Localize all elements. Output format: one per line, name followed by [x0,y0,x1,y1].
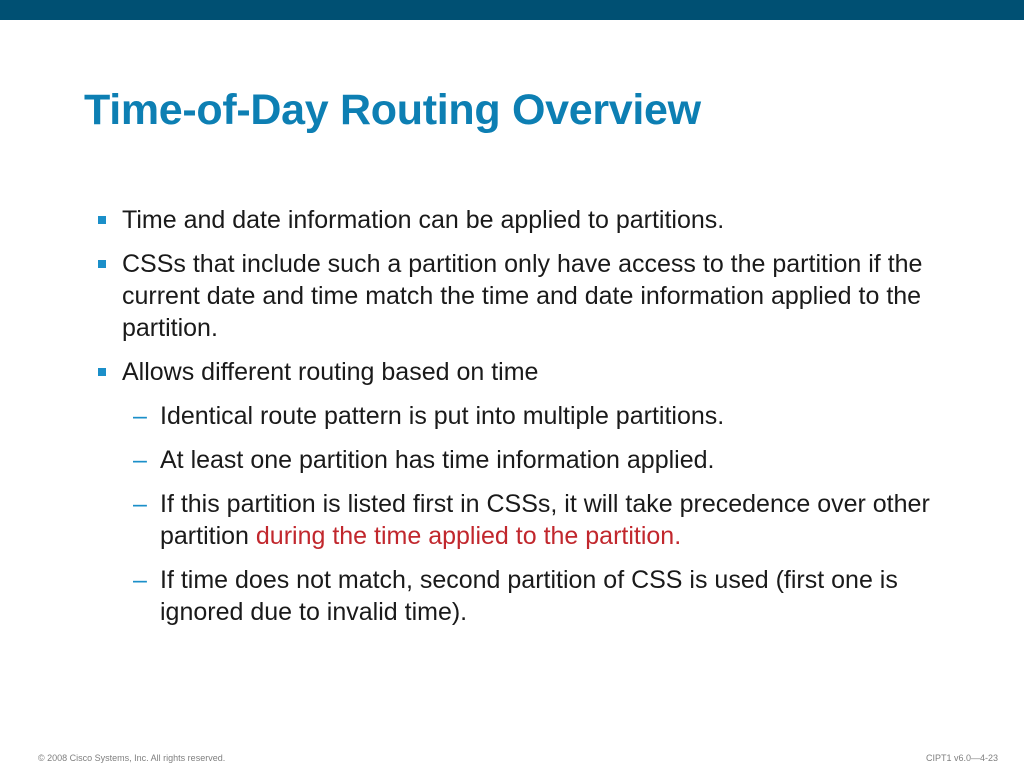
bullet-text: Allows different routing based on time [122,358,539,386]
sub-bullet-item [98,444,958,476]
bullet-text: Time and date information can be applied to partitions. [122,206,725,234]
bullet-item [98,248,958,344]
bullet-item [98,204,958,236]
top-banner [0,0,1024,20]
highlighted-text: during the time applied to the partition. [255,522,682,550]
sub-bullet-text: Identical route pattern is put into multiple partitions. [160,402,725,430]
course-id-footer: CIPT1 v6.0—4-23 [925,753,998,763]
square-bullet-icon [98,368,106,376]
sub-bullet-text: If this partition is listed first in CSSs, it will take precedence over other partition [160,490,930,550]
dash-bullet-icon: – [133,490,147,518]
sub-bullet-text: At least one partition has time information applied. [160,446,715,474]
square-bullet-icon [98,216,106,224]
sub-bullet-text: If time does not match, second partition of CSS is used (first one is ignored due to invalid time). [160,566,898,626]
square-bullet-icon [98,260,106,268]
dash-bullet-icon: – [133,402,147,430]
bullet-list [98,204,958,640]
copyright-footer: © 2008 Cisco Systems, Inc. All rights reserved. [38,753,226,763]
bullet-text: CSSs that include such a partition only have access to the partition if the current date and time match the time and date information applied to the partition. [122,250,923,342]
sub-bullet-item [98,488,958,552]
dash-bullet-icon: – [133,446,147,474]
sub-bullet-item [98,400,958,432]
dash-bullet-icon: – [133,566,147,594]
bullet-item [98,356,958,388]
slide-title: Time-of-Day Routing Overview [84,86,701,134]
sub-bullet-item [98,564,958,628]
